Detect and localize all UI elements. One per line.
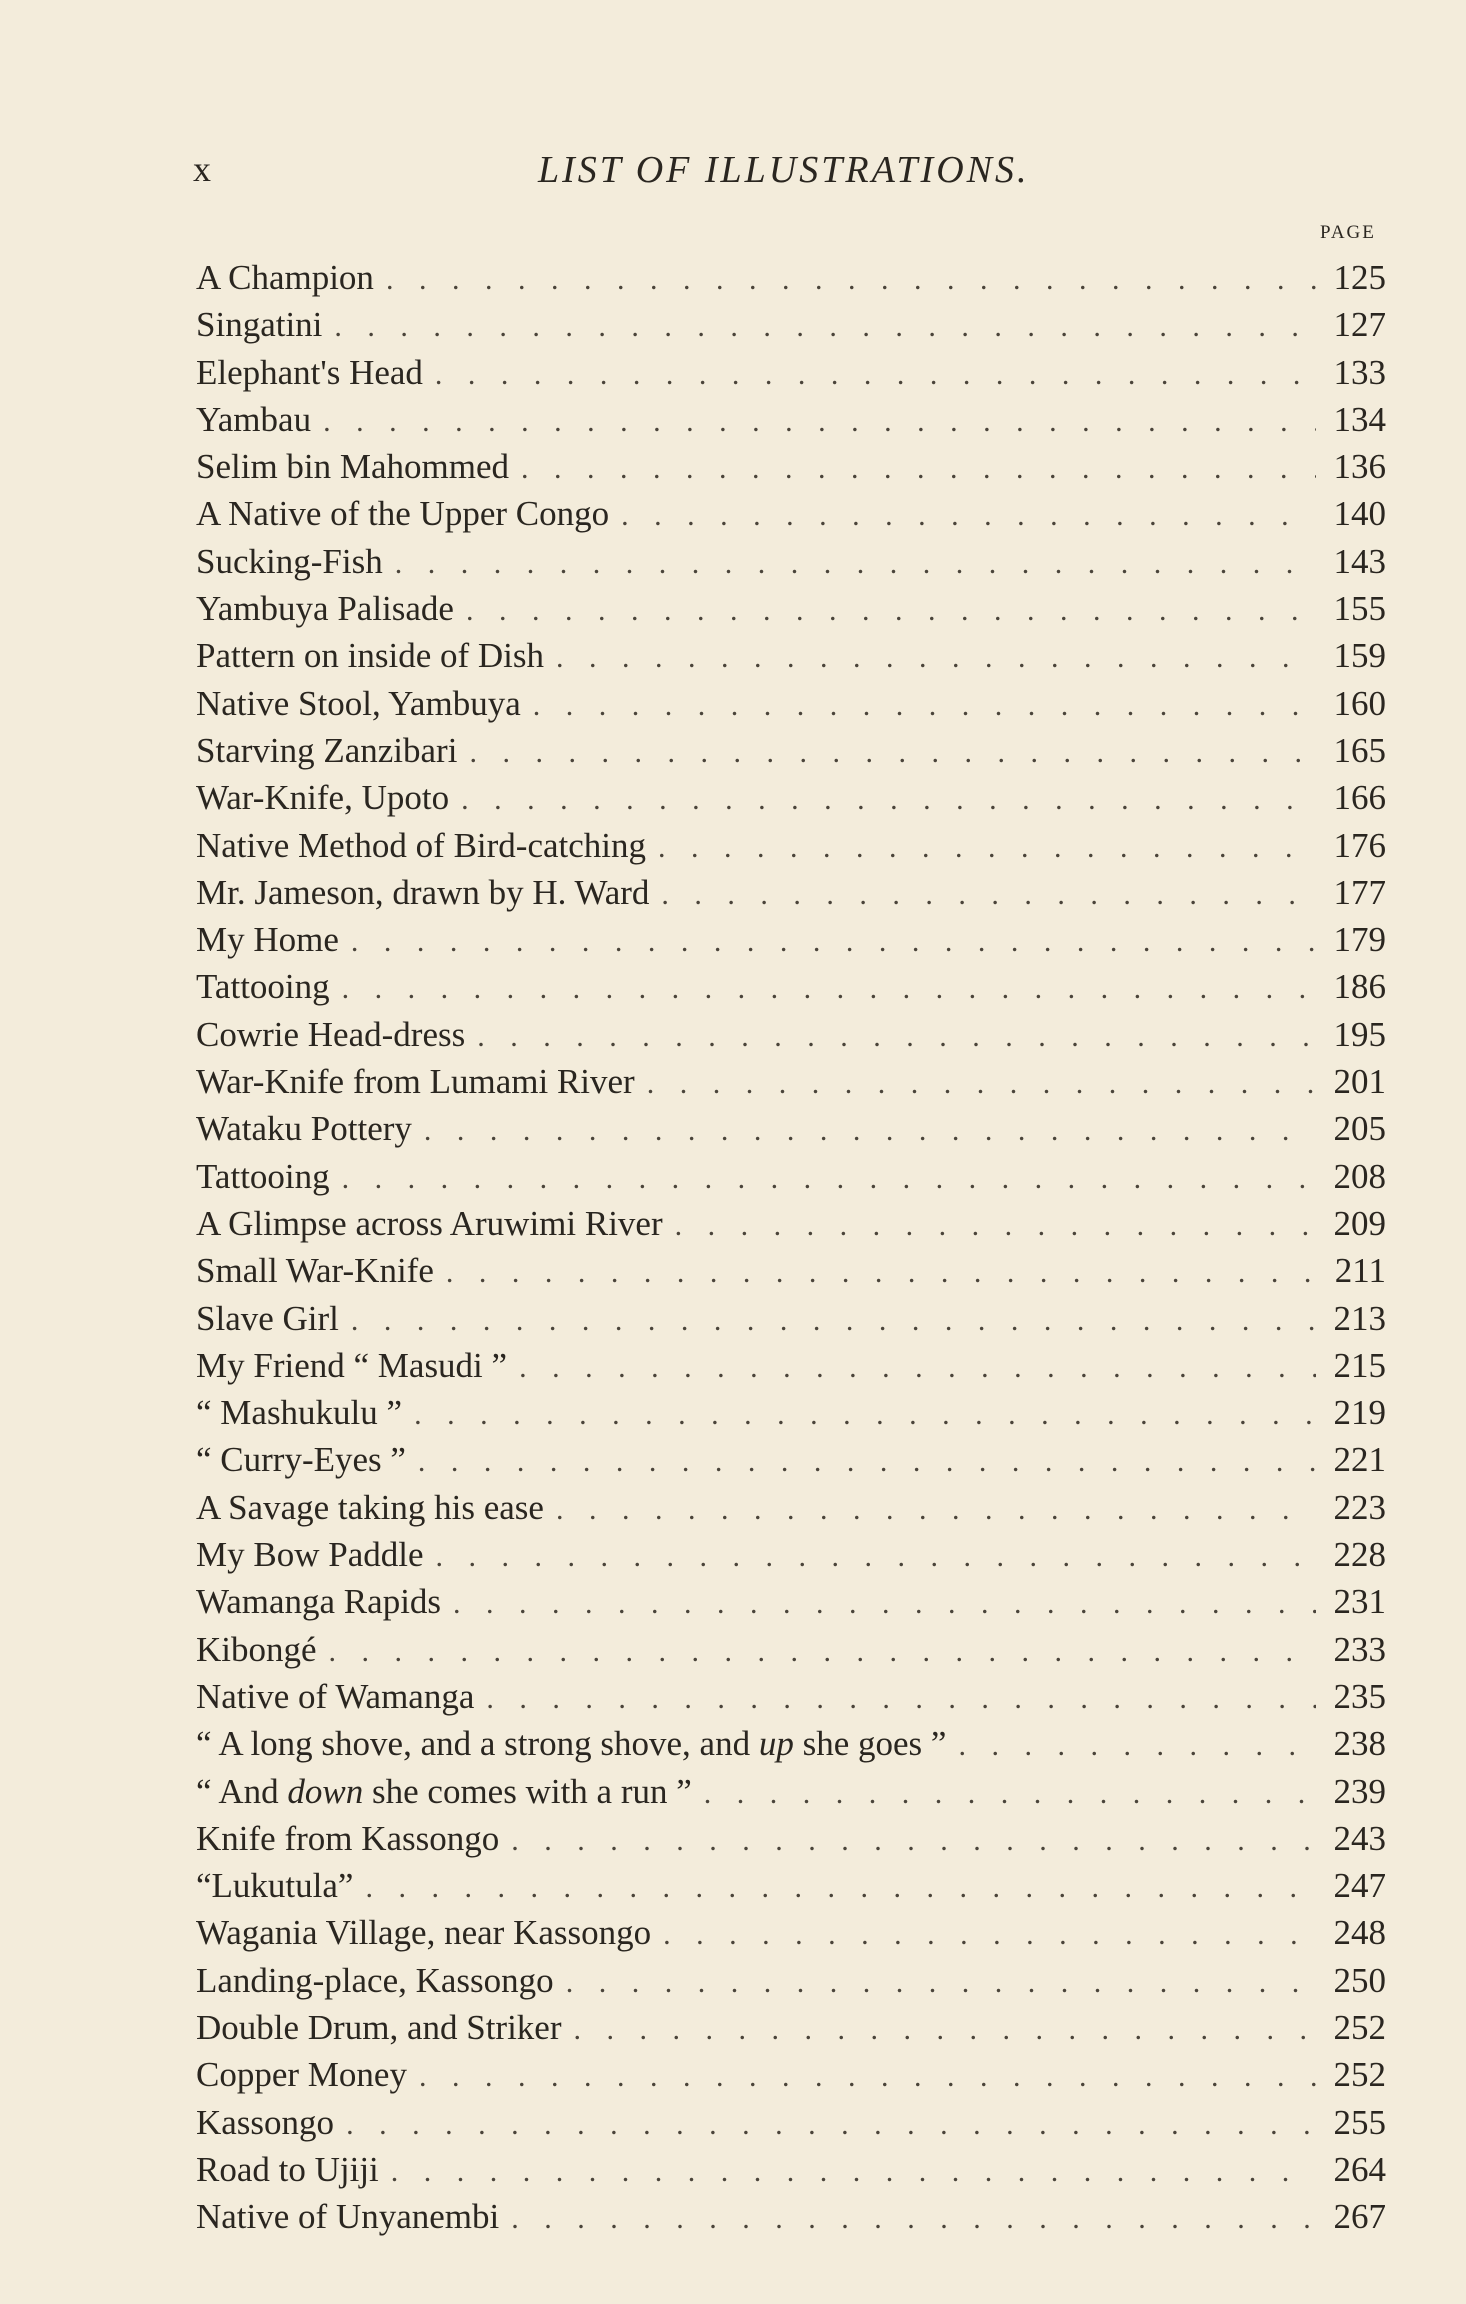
list-item [196, 632, 1386, 679]
entry-page-number: 247 [1333, 1866, 1386, 1906]
entry-title: Native Stool, Yambuya [196, 683, 521, 723]
dot-leader [635, 1060, 1316, 1107]
page-number: x [193, 149, 212, 189]
list-item [196, 585, 1386, 632]
entry-title: Slave Girl [196, 1298, 339, 1338]
entry-page-number: 223 [1333, 1487, 1386, 1527]
entry-page-number: 205 [1333, 1109, 1386, 1149]
list-item [196, 538, 1386, 585]
dot-leader [317, 1628, 1316, 1675]
list-item [196, 1011, 1386, 1058]
entry-page-number: 264 [1333, 2149, 1386, 2189]
running-head [0, 148, 1466, 198]
dot-leader [509, 445, 1316, 492]
list-item [196, 1058, 1386, 1105]
list-item [196, 1342, 1386, 1389]
list-item [196, 1673, 1386, 1720]
list-item [196, 254, 1386, 301]
list-item [196, 1484, 1386, 1531]
entry-title: “Lukutula” [196, 1866, 354, 1906]
entry-title-part: she comes with a run ” [363, 1771, 692, 1811]
entry-page-number: 215 [1333, 1345, 1386, 1385]
list-item [196, 1153, 1386, 1200]
dot-leader [339, 1297, 1316, 1344]
list-item [196, 727, 1386, 774]
dot-leader [423, 351, 1316, 398]
entry-title: “ Mashukulu ” [196, 1393, 403, 1433]
list-item [196, 490, 1386, 537]
entry-page-number: 248 [1333, 1913, 1386, 1953]
entry-title: War-Knife, Upoto [196, 778, 450, 818]
list-item [196, 301, 1386, 348]
dot-leader [454, 587, 1316, 634]
dot-leader [407, 2053, 1316, 2100]
dot-leader [544, 1486, 1316, 1533]
entry-page-number: 127 [1333, 305, 1386, 345]
entry-title-part: she goes ” [793, 1724, 947, 1764]
dot-leader [554, 1959, 1316, 2006]
dot-leader [379, 2148, 1316, 2195]
dot-leader [424, 1533, 1317, 1580]
dot-leader [412, 1107, 1316, 1154]
entry-title: Yambau [196, 399, 312, 439]
entry-title: “ Curry-Eyes ” [196, 1440, 406, 1480]
entry-page-number: 155 [1333, 589, 1386, 629]
entry-title: A Champion [196, 258, 374, 297]
entry-title: A Native of the Upper Congo [196, 494, 610, 534]
dot-leader [649, 871, 1316, 918]
entry-title: Native Method of Bird-catching [196, 825, 647, 865]
entry-title: Starving Zanzibari [196, 730, 458, 770]
entry-page-number: 136 [1333, 447, 1386, 487]
dot-leader [374, 256, 1316, 303]
dot-leader [651, 1911, 1316, 1958]
dot-leader [457, 729, 1316, 776]
list-item [196, 1531, 1386, 1578]
entry-title: My Bow Paddle [196, 1535, 424, 1575]
entry-title: Selim bin Mahommed [196, 447, 510, 487]
entry-page-number: 252 [1333, 2055, 1386, 2095]
dot-leader [646, 824, 1316, 871]
dot-leader [441, 1580, 1316, 1627]
list-item [196, 1436, 1386, 1483]
entry-title: A Savage taking his ease [196, 1487, 544, 1527]
entry-title: Landing-place, Kassongo [196, 1960, 554, 2000]
entry-title-italic: up [758, 1724, 794, 1764]
list-item [196, 916, 1386, 963]
dot-leader [663, 1202, 1316, 1249]
entry-title: Road to Ujiji [196, 2149, 379, 2189]
dot-leader [499, 2195, 1316, 2242]
entry-title-part: “ A long shove, and a strong shove, and [196, 1724, 759, 1764]
dot-leader [311, 398, 1316, 445]
entry-page-number: 195 [1333, 1014, 1386, 1054]
dot-leader [330, 1155, 1316, 1202]
entry-title: Pattern on inside of Dish [196, 636, 545, 676]
entry-page-number: 160 [1333, 683, 1386, 723]
dot-leader [499, 1817, 1316, 1864]
entry-title-part: “ And [196, 1771, 288, 1811]
entry-page-number: 133 [1333, 352, 1386, 392]
list-item [196, 2193, 1386, 2240]
dot-leader [406, 1438, 1316, 1485]
entry-page-number: 177 [1333, 872, 1386, 912]
list-item [196, 1909, 1386, 1956]
entry-page-number: 209 [1333, 1203, 1386, 1243]
list-item [196, 1105, 1386, 1152]
entry-title: Wamanga Rapids [196, 1582, 442, 1622]
entry-title: Knife from Kassongo [196, 1818, 500, 1858]
dot-leader [561, 2006, 1316, 2053]
entry-page-number: 231 [1333, 1582, 1386, 1622]
entry-title [196, 1768, 692, 1815]
entry-page-number: 211 [1334, 1251, 1386, 1291]
list-item [196, 1389, 1386, 1436]
list-item [196, 1815, 1386, 1862]
entry-title: Copper Money [196, 2055, 407, 2095]
list-item [196, 2146, 1386, 2193]
entry-page-number: 208 [1333, 1156, 1386, 1196]
entry-title-italic: down [287, 1771, 364, 1811]
entry-page-number: 243 [1333, 1818, 1386, 1858]
entry-page-number: 134 [1333, 399, 1386, 439]
entry-title: Wagania Village, near Kassongo [196, 1913, 652, 1953]
entry-page-number: 228 [1333, 1535, 1386, 1575]
entry-page-number: 239 [1333, 1771, 1386, 1811]
dot-leader [465, 1013, 1316, 1060]
dot-leader [330, 965, 1316, 1012]
list-item [196, 869, 1386, 916]
entry-title: Mr. Jameson, drawn by H. Ward [196, 872, 650, 912]
entry-page-number: 252 [1333, 2007, 1386, 2047]
entry-page-number: 166 [1333, 778, 1386, 818]
list-item [196, 1626, 1386, 1673]
list-item [196, 1295, 1386, 1342]
entry-page-number: 233 [1333, 1629, 1386, 1669]
dot-leader [339, 918, 1316, 965]
illustration-list [196, 254, 1386, 2240]
dot-leader [946, 1722, 1316, 1769]
page-title: LIST OF ILLUSTRATIONS. [538, 149, 1030, 191]
entry-page-number: 221 [1333, 1440, 1386, 1480]
entry-title: Kibongé [196, 1629, 317, 1669]
entry-page-number: 125 [1333, 258, 1386, 297]
list-item [196, 1862, 1386, 1909]
list-item [196, 443, 1386, 490]
list-item [196, 1578, 1386, 1625]
entry-title: My Home [196, 920, 339, 960]
entry-page-number: 238 [1333, 1724, 1386, 1764]
list-item [196, 2099, 1386, 2146]
list-item [196, 1247, 1386, 1294]
entry-title: Sucking-Fish [196, 541, 383, 581]
list-item [196, 349, 1386, 396]
entry-page-number: 201 [1333, 1062, 1386, 1102]
list-item [196, 1768, 1386, 1815]
list-item [196, 822, 1386, 869]
dot-leader [521, 682, 1316, 729]
list-item [196, 1720, 1386, 1767]
entry-title: Elephant's Head [196, 352, 423, 392]
list-item [196, 680, 1386, 727]
list-item [196, 2051, 1386, 2098]
dot-leader [434, 1249, 1316, 1296]
list-item [196, 1957, 1386, 2004]
dot-leader [402, 1391, 1316, 1438]
dot-leader [383, 540, 1316, 587]
entry-title: Small War-Knife [196, 1251, 434, 1291]
dot-leader [544, 634, 1316, 681]
list-item [196, 396, 1386, 443]
dot-leader [353, 1864, 1316, 1911]
dot-leader [507, 1344, 1316, 1391]
entry-title: My Friend “ Masudi ” [196, 1345, 508, 1385]
entry-page-number: 250 [1333, 1960, 1386, 2000]
list-item [196, 1200, 1386, 1247]
entry-page-number: 255 [1333, 2102, 1386, 2142]
dot-leader [609, 492, 1316, 539]
entry-page-number: 267 [1333, 2197, 1386, 2237]
entry-page-number: 159 [1333, 636, 1386, 676]
entry-page-number: 140 [1333, 494, 1386, 534]
entry-title: Singatini [196, 305, 323, 345]
dot-leader [692, 1770, 1316, 1817]
dot-leader [322, 303, 1316, 350]
entry-page-number: 213 [1333, 1298, 1386, 1338]
list-item [196, 963, 1386, 1010]
entry-page-number: 165 [1333, 730, 1386, 770]
entry-title: Tattooing [196, 1156, 330, 1196]
entry-page-number: 186 [1333, 967, 1386, 1007]
list-item [196, 774, 1386, 821]
entry-title: A Glimpse across Aruwimi River [196, 1203, 663, 1243]
entry-title: Yambuya Palisade [196, 589, 454, 629]
entry-title: Cowrie Head-dress [196, 1014, 466, 1054]
entry-page-number: 235 [1333, 1676, 1386, 1716]
entry-page-number: 219 [1333, 1393, 1386, 1433]
dot-leader [334, 2101, 1316, 2148]
entry-page-number: 179 [1333, 920, 1386, 960]
entry-title: Double Drum, and Striker [196, 2007, 562, 2047]
entry-page-number: 176 [1333, 825, 1386, 865]
list-item [196, 2004, 1386, 2051]
entry-title [196, 1720, 946, 1767]
entry-title: Kassongo [196, 2102, 335, 2142]
page-column-header: PAGE [1320, 222, 1376, 243]
dot-leader [474, 1675, 1316, 1722]
entry-title: Wataku Pottery [196, 1109, 412, 1149]
entry-title: Native of Wamanga [196, 1676, 475, 1716]
dot-leader [449, 776, 1316, 823]
entry-title: Tattooing [196, 967, 330, 1007]
entry-title: Native of Unyanembi [196, 2197, 500, 2237]
entry-title: War-Knife from Lumami River [196, 1062, 635, 1102]
entry-page-number: 143 [1333, 541, 1386, 581]
